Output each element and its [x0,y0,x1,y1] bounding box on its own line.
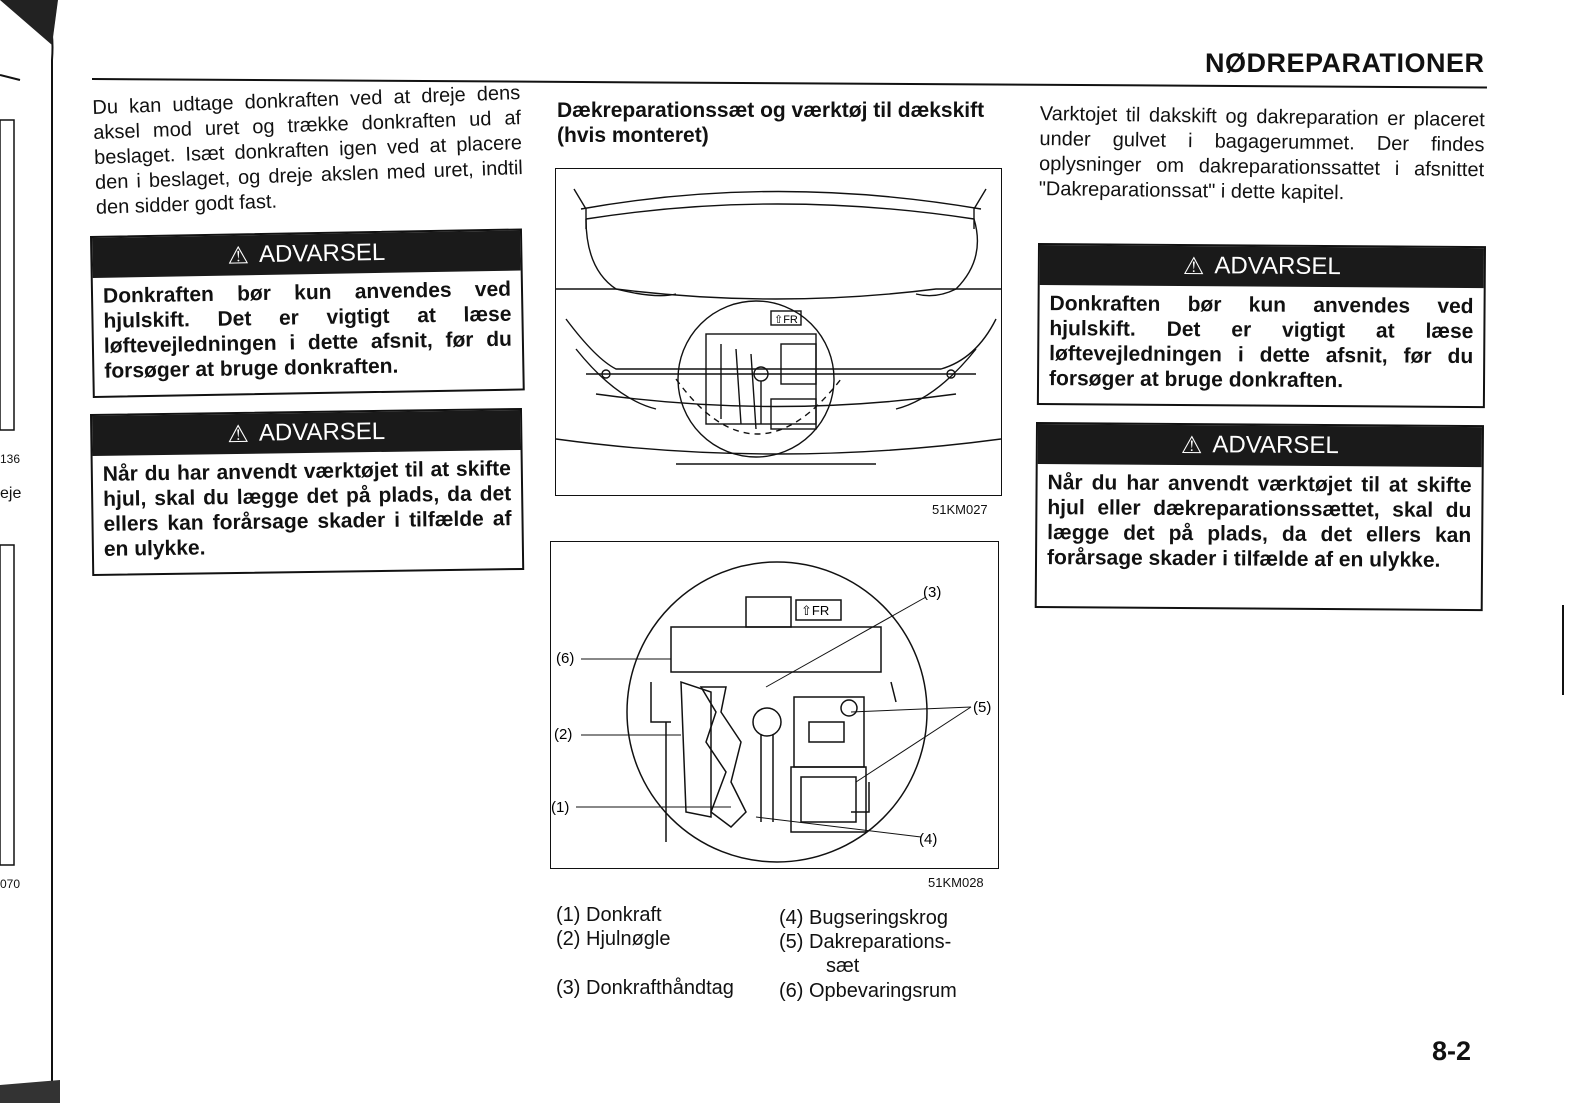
warning-triangle-icon: ⚠ [1182,252,1205,280]
legend-item-5: (5) Dakreparations- [779,931,952,953]
warning-text: Når du har anvendt værktøjet til at skifte hjul eller dækreparationssættet, skal du lægge det på plads, da det ellers kan forårsage skader i tilfælde af en ulykke. [1046,471,1472,572]
warning-triangle-icon: ⚠ [227,420,250,448]
warning-text: Donkraften bør kun anvendes ved hjulskift. Det er vigtigt at læse løftevejledningen i dette afsnit, før du forsøger at bruge donkraften. [1048,292,1474,393]
figure-code-2: 51KM028 [928,875,984,890]
fr-label: ⇧FR [801,603,830,618]
header-rule [92,78,1487,89]
warning-triangle-icon: ⚠ [1180,431,1203,459]
prev-page-label-c: 070 [0,877,21,891]
right-warning-1 [1037,243,1486,408]
right-paragraph: Varktojet til dakskift og dakreparation er placeret under gulvet i bagagerummet. Der findes oplysninger om dakreparationssattet i afsnittet "Dakreparationssat" i dette kapitel. [1038,102,1485,205]
binding-edge [0,0,60,1103]
page-header: NØDREPARATIONER [1205,48,1485,78]
figure-trunk-overview [555,168,1002,496]
binding-shadow [0,0,60,1103]
callout-5: (5) [973,699,992,716]
callout-1: (1) [551,799,570,816]
right-warning-2 [1035,422,1484,611]
warning-header [1038,424,1482,467]
warning-triangle-icon: ⚠ [227,241,250,270]
callout-4: (4) [919,831,938,848]
warning-text: Når du har anvendt værktøjet til at skifte hjul, skal du lægge det på plads, da det ellers kan forårsage skader i tilfælde af en ulykke. [102,457,512,561]
left-paragraph: Du kan udtage donkraften ved at dreje dens aksel mod uret og trække donkraften ud af beslaget. Isæt donkraften igen ved at placere den i beslaget, og dreje akslen med uret, indtil den sidder godt fast. [92,82,524,219]
warning-text: Donkraften bør kun anvendes ved hjulskift. Det er vigtigt at læse løftevejledningen i dette afsnit, før du forsøger at bruge donkraften. [102,277,513,383]
fr-label-small: ⇧FR [774,314,798,326]
warning-title: ADVARSEL [258,238,386,269]
warning-title: ADVARSEL [1212,431,1339,460]
left-warning-2 [90,408,524,576]
figure-tool-kit [550,541,999,869]
prev-page-label-b: eje [0,485,22,502]
legend-item-2: (2) Hjulnøgle [556,928,671,950]
figure-code-1: 51KM027 [932,502,988,517]
legend-item-6: (6) Opbevaringsrum [779,980,957,1002]
legend-item-3: (3) Donkrafthåndtag [556,977,734,999]
warning-title: ADVARSEL [1214,252,1341,281]
legend-item-4: (4) Bugseringskrog [779,907,948,929]
margin-mark [1562,605,1564,695]
warning-header [92,410,521,456]
prev-page-label-a: 136 [0,452,21,466]
callout-2: (2) [554,726,573,743]
left-warning-1 [90,228,525,398]
toolkit-illustration [551,542,998,868]
callout-6: (6) [556,650,575,667]
page-number: 8-2 [1432,1036,1472,1066]
section-heading: Dækreparationssæt og værktøj til dækskift (hvis monteret) [557,99,985,147]
trunk-illustration [556,169,1001,495]
warning-header [1040,245,1484,288]
legend-item-1: (1) Donkraft [556,904,662,926]
legend-item-5-cont: sæt [826,955,860,977]
callout-3: (3) [923,584,942,601]
warning-title: ADVARSEL [258,417,386,447]
